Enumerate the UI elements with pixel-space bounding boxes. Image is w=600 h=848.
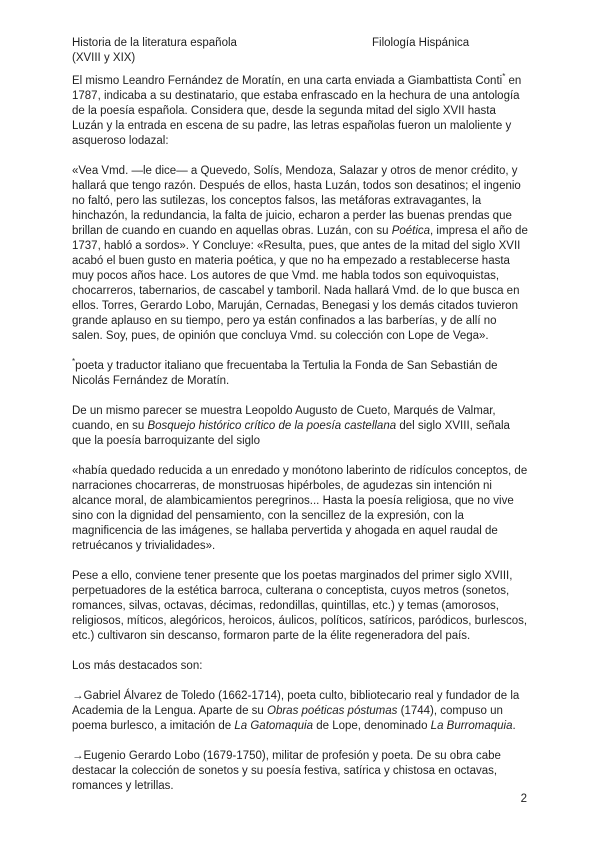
text-segment: poeta y traductor italiano que frecuentaba la Tertulia la Fonda de San Sebastián de Nicolás Fernández de Moratín. [72,360,498,387]
document-body [72,74,528,794]
text-segment: El mismo Leandro Fernández de Moratín, en una carta enviada a Giambattista Conti [72,75,503,87]
text-segment: «Vea Vmd. —le dice— a Quevedo, Solís, Mendoza, Salazar y otros de menor crédito, y hallará que tengo razón. Después de ellos, hasta Luzán, todos son desatinos; el ingenio no faltó, pero las sutilezas, los conceptos falsos, las metáforas extravagantes, la hinchazón, la redundancia, la falta de juicio, echaron a perder las buenas prendas que brillan de cuando en cuando en aquellas obras. Luzán, con su [72,165,521,237]
paragraph [72,749,528,794]
text-segment: «había quedado reducida a un enredado y monótono laberinto de ridículos conceptos, de narraciones chocarreras, de monstruosas hipérboles, de agudezas sin intención ni alcance moral, de alambicamientos peregrinos... Hasta la poesía religiosa, que no vive sino con la dignidad del pensamiento, con la sencillez de la expresión, con la magnificencia de las imágenes, se hallaba pervertida y ahogada en aquel raudal de retruécanos y trivialidades». [72,465,528,552]
paragraph [72,404,528,449]
italic-title-text: Poética [391,225,431,237]
italic-title-text: Bosquejo histórico crítico de la poesía castellana [147,420,397,432]
text-segment: . [512,720,516,732]
footnote-marker: * [502,72,506,82]
paragraph [72,164,528,344]
text-segment: de Lope, denominado [313,720,431,732]
italic-title-text: La Gatomaquia [234,720,314,732]
header-course-period: (XVIII y XIX) [72,52,136,64]
header-degree-title: Filología Hispánica [372,37,470,49]
paragraph [72,689,528,734]
text-segment: Los más destacados son: [72,660,203,672]
text-segment: (1744), compuso un poema burlesco, a imitación de [72,705,503,732]
text-segment: en 1787, indicaba a su destinatario, que estaba enfrascado en la hechura de una antología de la poesía española. Considera que, desde la segunda mitad del siglo XVII hasta Luzán y la entrada en escena de su padre, las letras españolas fueron un maloliente y asqueroso lodazal: [72,75,522,147]
footnote-marker: * [72,357,76,367]
text-segment: Pese a ello, conviene tener presente que los poetas marginados del primer siglo XVIII, perpetuadores de la estética barroca, culterana o conceptista, cuyos metros (sonetos, romances, silvas, octavas, décimas, redondillas, quintillas, etc.) y temas (amorosos, religiosos, míticos, alegóricos, heroicos, áulicos, políticos, satíricos, paródicos, burlescos, etc.) cultivaron sin descanso, formaron parte de la élite regeneradora del país. [72,570,528,642]
italic-title-text: Obras poéticas póstumas [267,705,398,717]
header-course-title: Historia de la literatura española [72,37,237,49]
paragraph [72,569,528,644]
paragraph [72,359,528,389]
text-segment: del siglo XVIII, señala que la poesía barroquizante del siglo [72,420,510,447]
paragraph [72,74,528,149]
document-header [72,36,528,66]
italic-title-text: La Burromaquia [430,720,513,732]
text-segment: →Gabriel Álvarez de Toledo (1662-1714), poeta culto, bibliotecario real y fundador de la Academia de la Lengua. Aparte de su [72,690,520,717]
paragraph [72,659,528,674]
text-segment: De un mismo parecer se muestra Leopoldo Augusto de Cueto, Marqués de Valmar, cuando, en su [72,405,496,432]
text-segment: , impresa el año de 1737, habló a sordos». Y Concluye: «Resulta, pues, que antes de la mitad del siglo XVII acabó el buen gusto en materia poética, y que no ha empezado a restablecerse hasta muy pocos años hace. Los autores de que Vmd. me habla todos son equivoquistas, chocarreros, tabernarios, de cascabel y tamboril. Nada hallará Vmd. de lo que busca en ellos. Torres, Gerardo Lobo, Maruján, Cernadas, Benegasi y los demás citados tuvieron grande aplauso en su tiempo, pero ya están confinados a las barberías, y de allí no salen. Soy, pues, de opinión que concluya Vmd. su colección con Lope de Vega». [72,225,528,342]
page-number: 2 [520,793,527,805]
paragraph [72,464,528,554]
text-segment: →Eugenio Gerardo Lobo (1679-1750), militar de profesión y poeta. De su obra cabe destacar la colección de sonetos y su poesía festiva, satírica y chistosa en octavas, romances y letrillas. [72,750,501,792]
